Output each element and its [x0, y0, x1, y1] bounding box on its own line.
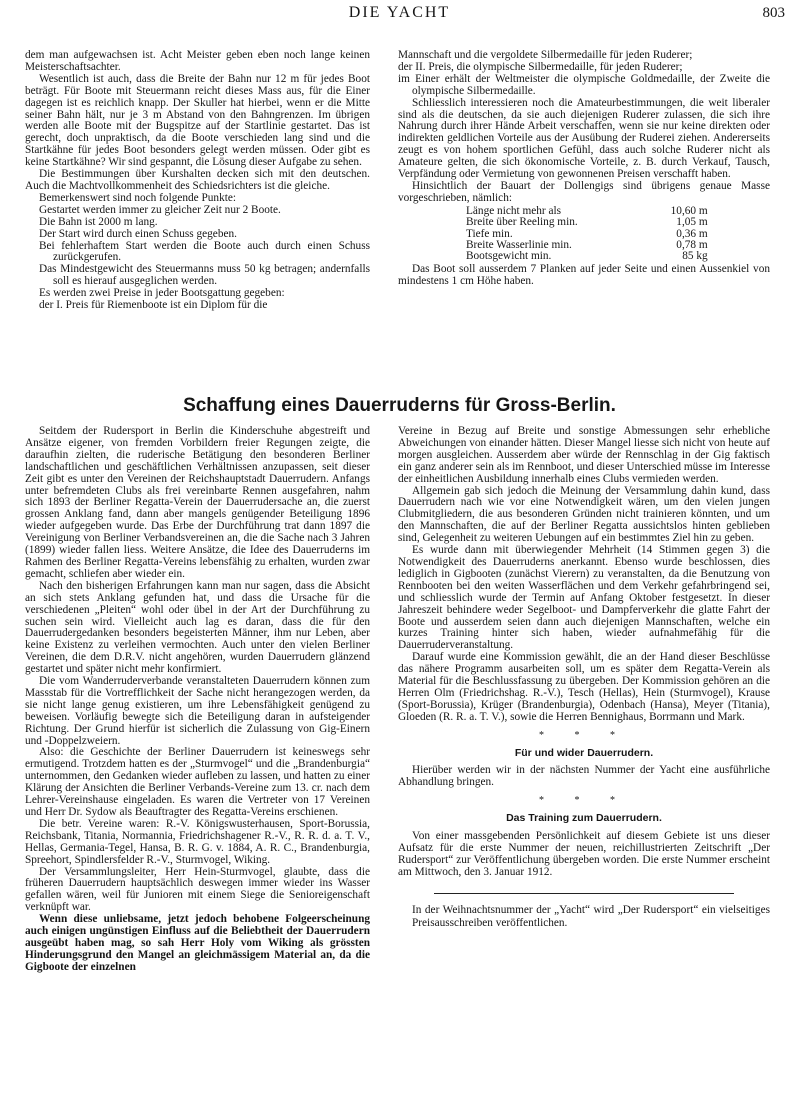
spec-row: Breite Wasserlinie min. 0,78 m: [466, 239, 708, 251]
spec-row: Länge nicht mehr als 10,60 m: [466, 204, 708, 217]
paragraph: Hinsichtlich der Bauart der Dollengigs sind übrigens genaue Masse vorgeschrieben, nämlich:: [398, 179, 770, 204]
paragraph: Es wurde dann mit überwiegender Mehrheit (14 Stimmen gegen 3) die Notwendigkeit des Dauerruderns anerkannt. Ebenso wurde beschlossen, dies lediglich in Gigbooten (zunächst Vierern) zu veranstalten, da die Benutzung von Rennbooten bei den weiten Wasserflächen und dem Verkehr gefahrbringend sei, und schliesslich wurde der Termin auf Anfang Oktober festgesetzt. In dieser Jahreszeit behindere weder Segelboot- und Dampferverkehr die glatte Fahrt der Boote und ausserdem seien dann auch diejenigen Mannschaften, welche ein kurzes Training hinter sich haben, wieder aufnahmefähig für die Dauerruderveranstaltung.: [398, 544, 770, 652]
paragraph: Seitdem der Rudersport in Berlin die Kinderschuhe abgestreift und Ansätze eigener, von fremden Vorbildern freier Regungen zeigte, die daraufhin zielten, die ruderische Betätigung den besonderen Berliner landschaftlichen und geschäftlichen Verhältnissen anzupassen, seit dieser Zeit gibt es unter den Vereinen der Reichshauptstadt Dauerrudern. Anfangs unter befremdeten Clubs als frei vereinbarte Rennen ausgefahren, nahm sich 1893 der Berliner Regatta-Verein der Dauerrudersache an, die zuerst grossen Anklang fand, dann aber mangels genügender Beteiligung 1896 wieder aufgegeben wurde. Das Erbe der Durchführung trat dann 1897 die Vereinigung von Berliner Verbandsvereinen an, die die Sache nach 3 Jahren (1899) wieder fallen liess. Weitere Ansätze, die Idee des Dauerruderns im Rahmen des Berliner Regatta-Vereins lebensfähig zu erhalten, wurden zwar gemacht, schliefen aber wieder ein.: [25, 425, 370, 580]
paragraph: Die betr. Vereine waren: R.-V. Königswusterhausen, Sport-Borussia, Reichsbank, Titania, Normannia, Friedrichshagener R.-V., R. R. d. a. T. V., Hellas, Germania-Tegel, Hansa, B. R. G. v. 1884, A. R. C., Brandenburgia, Spreehort, Spindlersfelder R.-V., Sturmvogel, Wiking.: [25, 817, 370, 866]
list-item: Gestartet werden immer zu gleicher Zeit nur 2 Boote.: [39, 203, 281, 216]
paragraph: Darauf wurde eine Kommission gewählt, die an der Hand dieser Beschlüsse das nähere Programm ausarbeiten soll, um es später dem Regatta-Verein als Material für die Beschlussfassung zu übergeben. Der Kommission gehören an die Herren Olm (Friedrichshag. R.-V.), Tesch (Hellas), Hein (Sturmvogel), Krause (Sport-Borussia), Krüger (Brandenburgia), Odenbach (Hansa), Meyer (Titania), Gloeden (R. R. a. T. V.), sowie die Herren Bennighaus, Borrmann und Mark.: [398, 651, 770, 723]
paragraph: Wesentlich ist auch, dass die Breite der Bahn nur 12 m für jedes Boot beträgt. Für Boote mit Steuermann reicht dieses Mass aus, für die Einer dagegen ist es reichlich knapp. Der Skuller hat hierbei, wenn er die Mitte seiner Bahn hält, nur je 3 m Abstand von den Bahngrenzen. Im übrigen werden alle Boote mit der Bugspitze auf der Startlinie gestartet. Das ist gerecht, doch unpraktisch, da die Boote verschieden lang sind und die Startkähne für jedes Boot besonders gelegt werden müssen. Oder gibt es keine Startkähne? Wir sind gespannt, die Lösung dieser Aufgabe zu sehen.: [25, 72, 370, 169]
article-right-column: [398, 426, 770, 931]
paragraph: Der Versammlungsleiter, Herr Hein-Sturmvogel, glaubte, dass die früheren Dauerrudern hauptsächlich deswegen immer wieder ins Wasser gefallen wären, weil für Junioren mit einem Siege die Senioreigenschaft verknüpft war.: [25, 865, 370, 914]
paragraph: Es werden zwei Preise in jeder Bootsgattung gegeben:: [39, 287, 285, 300]
prize-item: im Einer erhält der Weltmeister die olympische Goldmedaille, der Zweite die olympische Silbermedaille.: [398, 72, 770, 97]
section-divider-stars: * * *: [539, 795, 629, 807]
paragraph: Nach den bisherigen Erfahrungen kann man nur sagen, dass die Absicht an sich stets Anklang gefunden hat, und dass die Ursache für die verschiedenen „Pleiten“ wohl oder übel in der Art der Durchführung zu suchen sein wird. Vielleicht auch lag es daran, dass die für den Dauerrudergedanken besonders begeisterten Männer, ihm nur Leben, aber keine Existenz zu verleihen vermochten. Auch unter den vielen Berliner Vereinen, die dem D.R.V. nicht angehören, wurden Dauerrudern glänzend gestartet und später nicht mehr konfirmiert.: [25, 579, 370, 676]
subheading: Das Training zum Dauerrudern.: [506, 812, 662, 825]
paragraph: Von einer massgebenden Persönlichkeit auf diesem Gebiete ist uns dieser Aufsatz für die erste Nummer der neuen, reichillustrierten Zeitschrift „Der Rudersport“ zur Veröffentlichung übergeben worden. Die erste Nummer erscheint am Mittwoch, den 3. Januar 1912.: [398, 830, 770, 878]
paragraph: Vereine in Bezug auf Breite und sonstige Abmessungen sehr erhebliche Abweichungen von einander hätten. Dieser Mangel liesse sich nicht von heute auf morgen ausgleichen. Ausserdem aber würde der Rennschlag in der Gig faktisch ein ganz anderer sein als im Rennboot, und dieser Unterschied müsse im Interesse der einheitlichen Ausbildung innerhalb eines Clubs vermieden werden.: [398, 425, 770, 485]
running-header-title: DIE YACHT: [348, 4, 451, 21]
paragraph: dem man aufgewachsen ist. Acht Meister geben eben noch lange keinen Meisterschaftsachter.: [25, 49, 370, 73]
paragraph: Hierüber werden wir in der nächsten Nummer der Yacht eine ausführliche Abhandlung bringen.: [398, 764, 770, 789]
paragraph: Also: die Geschichte der Berliner Dauerrudern ist keineswegs sehr ermutigend. Trotzdem hatten es der „Sturmvogel“ und die „Brandenburgia“ unternommen, den Gedanken wieder aufleben zu lassen, und hatten zu einer Klärung der Ansichten die Berliner Verbands-Vereine zum 13. cr. nach dem Lehrer-Vereinshause eingeladen. Es waren die Vertreter von 17 Vereinen und Herr Dr. Sydow als Beauftragter des Regatta-Vereins erschienen.: [25, 746, 370, 818]
section-divider-stars: * * *: [539, 729, 629, 741]
boat-spec-table: [466, 206, 708, 263]
divider-rule: [434, 893, 734, 894]
paragraph: Allgemein gab sich jedoch die Meinung der Versammlung dahin kund, dass Dauerrudern nach wie vor eine Notwendigkeit wären, um den vielen jungen Clubmitgliedern, die aus besonderen Gründen nicht trainieren könnten, und um den Mannschaften, die auf der Berliner Regatta aussichtslos hinten geblieben sind, Gelegenheit zu weiteren Uebungen auf ein bestimmtes Ziel hin zu geben.: [398, 484, 770, 545]
top-right-column: [398, 50, 770, 288]
paragraph: Schliesslich interessieren noch die Amateurbestimmungen, die weit liberaler sind als die deutschen, da sie auch diejenigen Ruderer zulassen, die sich ihre Nahrung durch ihrer Hände Arbeit verschaffen, wenn sie nur keine direkten oder indirekten geldlichen Vorteile aus der Ausübung der Ruderei ziehen. Andererseits zeugt es von hohem sportlichen Gefühl, dass auch solche Ruderer nicht als Amateure gelten, die sich ökonomische Vorteile, z. B. durch Verkauf, Tausch, Verpfändung oder Vermietung von gewonnenen Preisen verschafft haben.: [398, 96, 770, 181]
paragraph: Die vom Wanderruderverbande veranstalteten Dauerrudern können zum Massstab für die Vortrefflichkeit der Sache nicht herangezogen werden, da sie nicht lange genug existieren, um ihre Lebensfähigkeit genügend zu beweisen. Vorläufig bewegte sich die Beteiligung daran in aufsteigender Richtung. Der Grund hierfür ist sicherlich die Zulassung von Gig-Einern und -Doppelzweiern.: [25, 675, 370, 747]
spec-row: Tiefe min. 0,36 m: [466, 227, 708, 240]
paragraph: Wenn diese unliebsame, jetzt jedoch behobene Folgeerscheinung auch einigen ungünstigen Einfluss auf die Beliebtheit der Dauerrudern ausgeübt haben mag, so sah Herr Holy vom Wiking als grössten Hinderungsgrund den Mangel an gleichmässigem Material an, da die Gigboote der einzelnen: [25, 913, 370, 973]
paragraph: Die Bestimmungen über Kurshalten decken sich mit den deutschen. Auch die Machtvollkommenheit des Schiedsrichters ist die gleiche.: [25, 168, 370, 192]
prize-item: der II. Preis, die olympische Silbermedaille, für jeden Ruderer;: [398, 60, 683, 73]
subheading: Für und wider Dauerrudern.: [514, 746, 654, 759]
article-left-column: [25, 426, 370, 974]
paragraph: Bemerkenswert sind noch folgende Punkte:: [39, 191, 237, 204]
spec-row: Bootsgewicht min. 85 kg: [466, 250, 708, 263]
top-left-column: [25, 50, 370, 312]
list-item: Der Start wird durch einen Schuss gegeben.: [39, 227, 237, 240]
list-item: der I. Preis für Riemenboote ist ein Diplom für die: [39, 299, 268, 312]
article-headline: Schaffung eines Dauerruderns für Gross-Berlin.: [183, 395, 616, 416]
notice-text: In der Weihnachtsnummer der „Yacht“ wird „Der Rudersport“ ein vielseitiges Preisausschreiben veröffentlichen.: [412, 903, 770, 930]
list-item: Die Bahn ist 2000 m lang.: [39, 215, 158, 228]
prize-item: Mannschaft und die vergoldete Silbermedaille für jeden Ruderer;: [398, 49, 693, 61]
page-number: 803: [762, 5, 785, 21]
list-item: Bei fehlerhaftem Start werden die Boote auch durch einen Schuss zurückgerufen.: [39, 239, 370, 264]
list-item: Das Mindestgewicht des Steuermanns muss 50 kg betragen; andernfalls soll es hierauf ausgeglichen werden.: [39, 263, 370, 288]
paragraph: Das Boot soll ausserdem 7 Planken auf jeder Seite und einen Aussenkiel von mindestens 1 cm Höhe haben.: [398, 262, 770, 287]
spec-row: Breite über Reeling min. 1,05 m: [466, 216, 708, 229]
